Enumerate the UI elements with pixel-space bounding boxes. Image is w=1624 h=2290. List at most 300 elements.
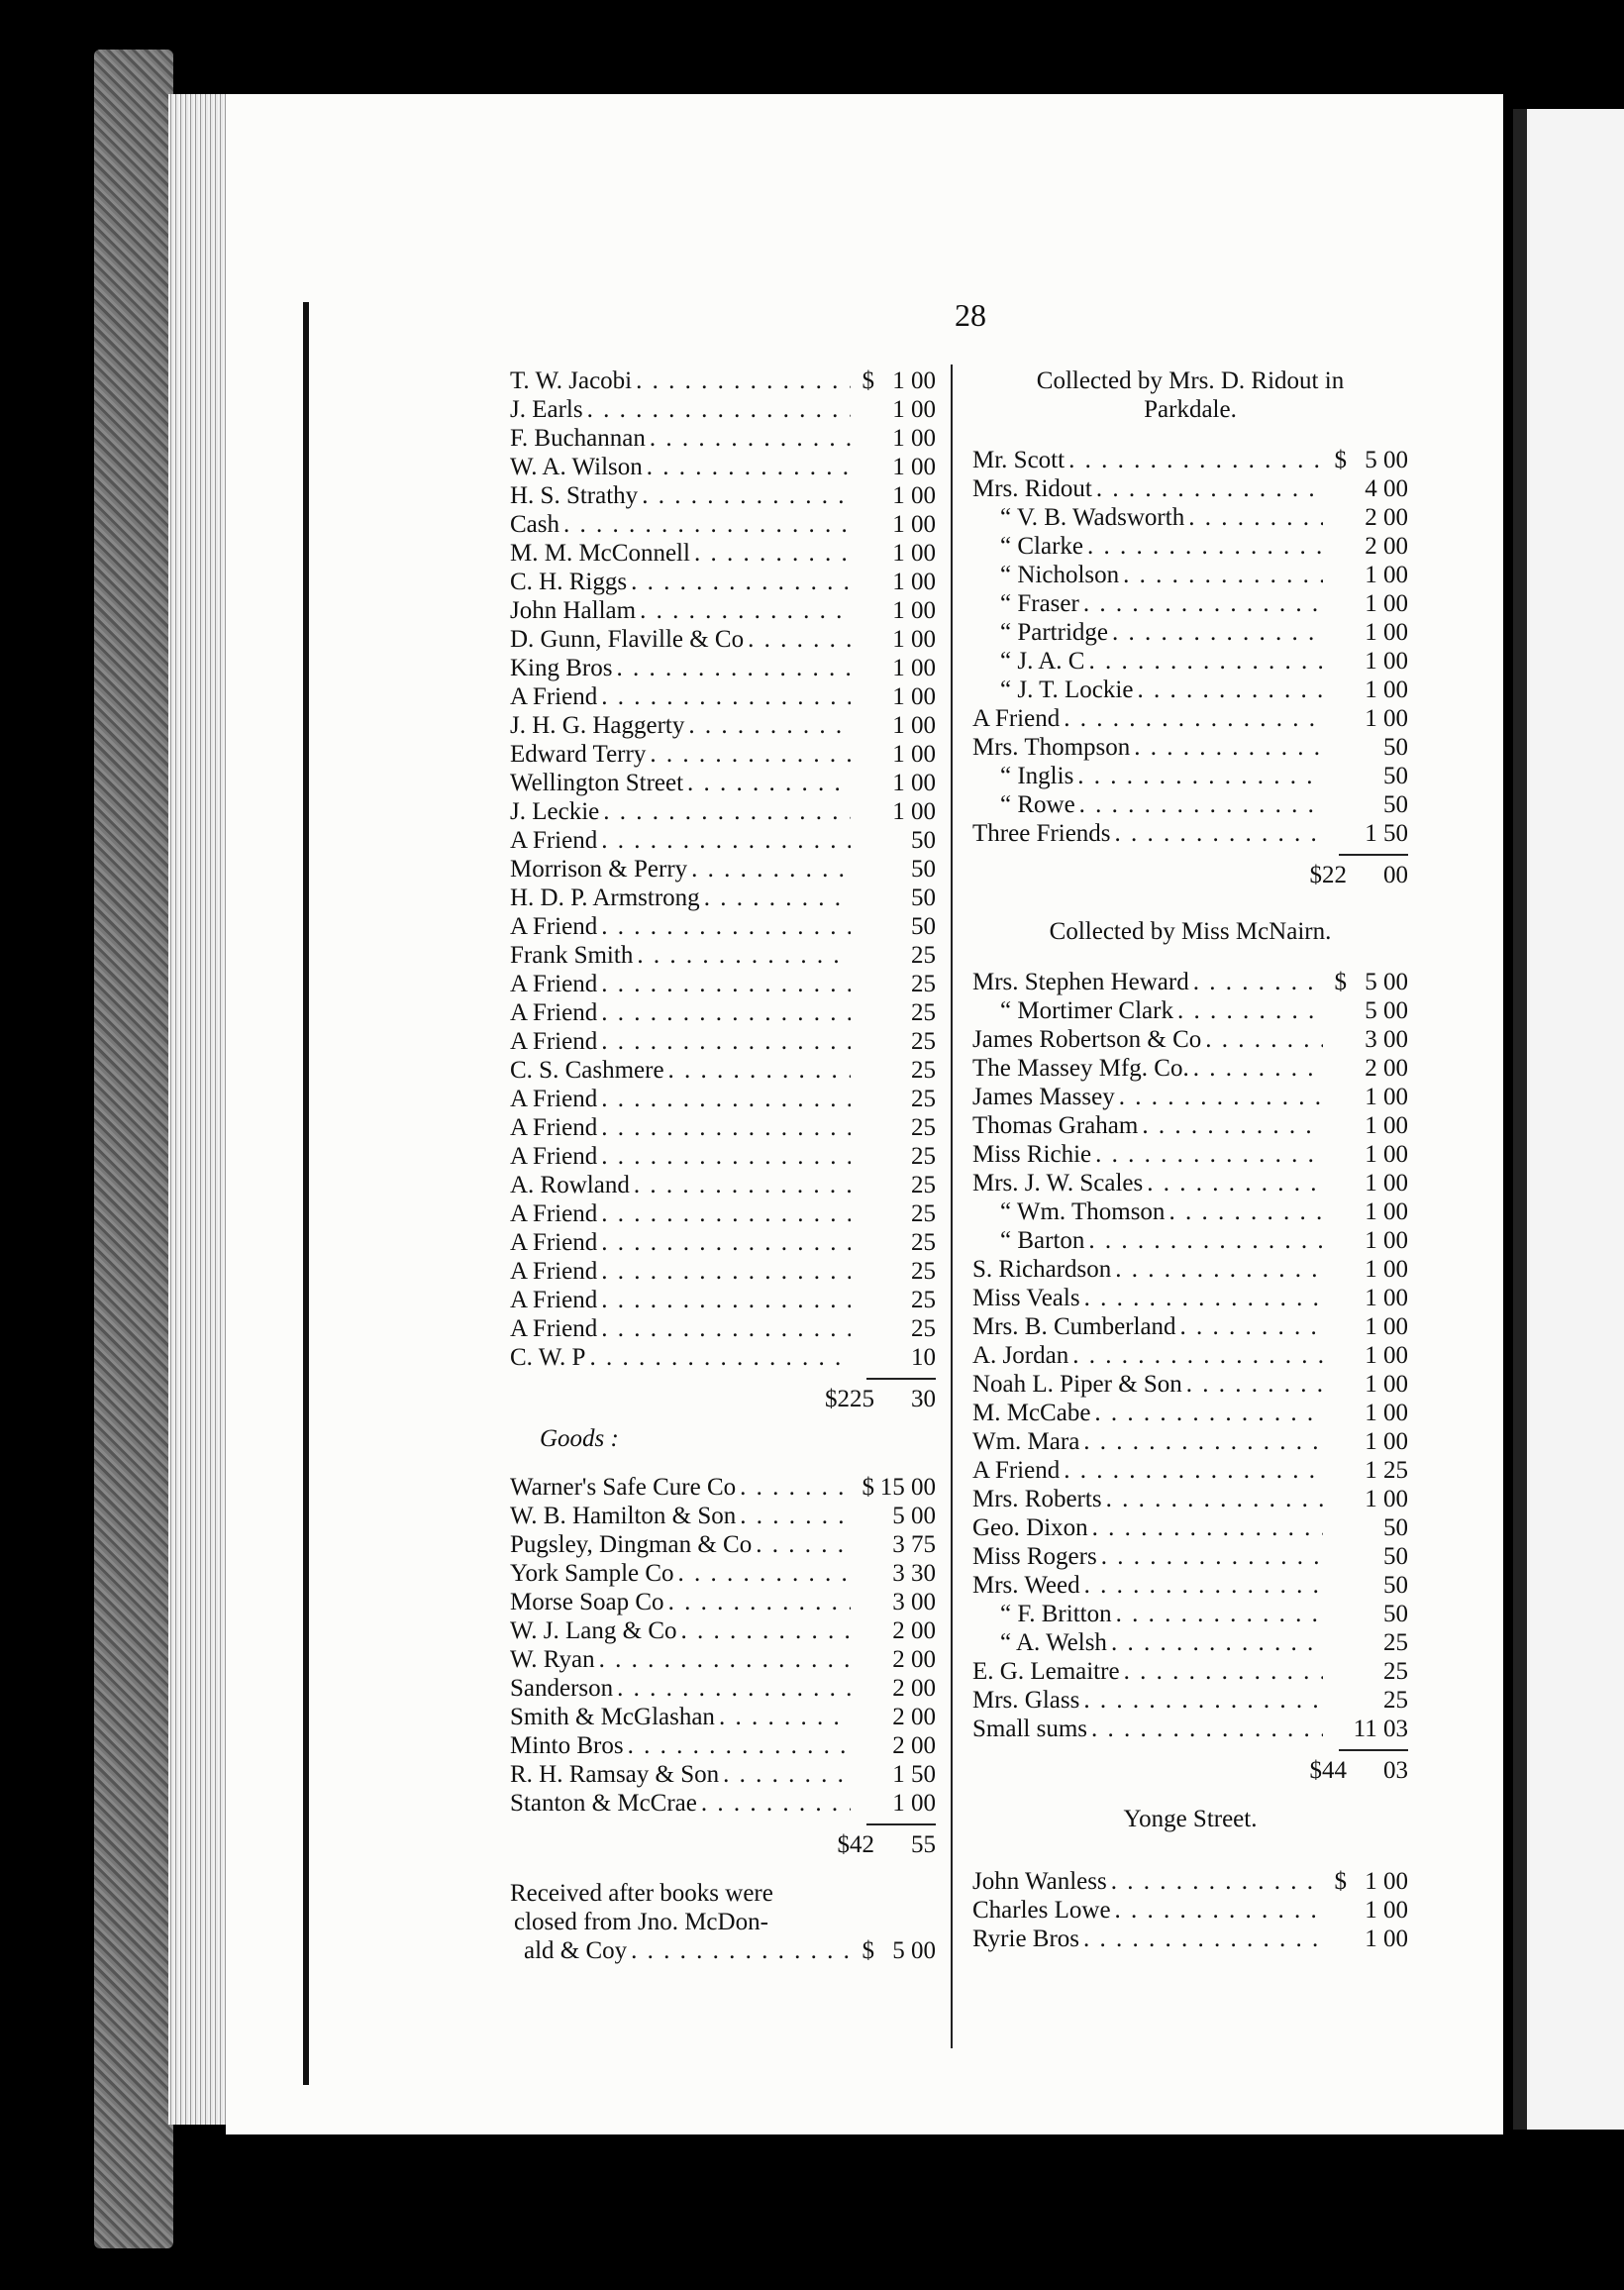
amount: 25	[1383, 1687, 1408, 1714]
leader-dots	[1147, 1169, 1323, 1197]
ledger-row	[510, 884, 936, 912]
donor-name: John Hallam	[510, 597, 637, 624]
amount: 10	[911, 1344, 936, 1371]
ledger-row	[510, 510, 936, 539]
amount: 1 00	[1365, 1897, 1408, 1924]
donor-name: “ F. Britton	[1000, 1601, 1112, 1627]
ledger-row	[510, 539, 936, 568]
ledger-row	[510, 568, 936, 596]
donor-name: M. M. McConnell	[510, 540, 690, 567]
ledger-row	[972, 1456, 1408, 1485]
amount: 1 25	[1365, 1457, 1408, 1484]
left-margin-rule	[303, 302, 309, 2085]
ledger-row	[972, 589, 1408, 618]
ledger-row	[972, 996, 1408, 1025]
donor-name: Miss Veals	[972, 1285, 1080, 1311]
leader-dots	[631, 1936, 851, 1965]
donor-name: “ J. T. Lockie	[1000, 677, 1134, 703]
total-cents: 55	[911, 1831, 936, 1858]
amount: 2 00	[892, 1675, 936, 1702]
amount: 1 00	[892, 741, 936, 768]
column-divider	[951, 364, 953, 2048]
goods-heading: Goods :	[540, 1425, 619, 1452]
ledger-row	[972, 1715, 1408, 1743]
donor-name: Mrs. Glass	[972, 1687, 1080, 1714]
donor-name: Miss Richie	[972, 1141, 1092, 1168]
leader-dots	[1116, 1600, 1323, 1628]
donor-name: Pugsley, Dingman & Co	[510, 1531, 753, 1558]
donor-name: A Friend	[510, 1287, 598, 1313]
ridout-list	[972, 446, 1408, 848]
ledger-row	[972, 1600, 1408, 1628]
ledger-row	[972, 1686, 1408, 1715]
ledger-row	[510, 1473, 936, 1502]
ledger-row	[510, 1502, 936, 1530]
ledger-row	[972, 1867, 1408, 1896]
donor-name: Minto Bros	[510, 1732, 624, 1759]
donor-name: A Friend	[510, 827, 598, 854]
ledger-row	[972, 790, 1408, 819]
donor-name: “ Fraser	[1000, 590, 1079, 617]
ledger-row	[972, 647, 1408, 676]
amount: 2 00	[892, 1704, 936, 1730]
amount: 50	[1383, 1572, 1408, 1599]
leader-dots	[1064, 1456, 1323, 1485]
leader-dots	[599, 1645, 851, 1674]
donor-name: Noah L. Piper & Son	[972, 1371, 1182, 1398]
leader-dots	[1188, 503, 1323, 532]
donor-name: “ Partridge	[1000, 619, 1108, 646]
ledger-row	[510, 1645, 936, 1674]
donor-name: Miss Rogers	[972, 1543, 1097, 1570]
leader-dots	[756, 1530, 851, 1559]
amount: 5 00	[1365, 997, 1408, 1024]
donor-name: A Friend	[510, 1229, 598, 1256]
donor-name: A Friend	[510, 1028, 598, 1055]
total-dollars: $44	[1309, 1757, 1347, 1784]
ledger-row	[510, 1530, 936, 1559]
ledger-row	[510, 1674, 936, 1703]
ledger-row	[972, 1657, 1408, 1686]
donor-name: A Friend	[510, 1143, 598, 1170]
ledger-row	[510, 1616, 936, 1645]
leader-dots	[601, 912, 851, 941]
donor-name: A. Rowland	[510, 1172, 630, 1198]
ledger-row	[510, 711, 936, 740]
leader-dots	[603, 797, 851, 826]
ledger-row	[510, 395, 936, 424]
donor-name: “ Wm. Thomson	[1000, 1198, 1166, 1225]
amount: 25	[911, 1057, 936, 1084]
amount: 50	[1383, 763, 1408, 789]
leader-dots	[601, 1228, 851, 1257]
ledger-row	[972, 968, 1408, 996]
amount: 50	[911, 856, 936, 883]
amount: 25	[911, 1143, 936, 1170]
leader-dots	[1079, 790, 1323, 819]
mcnairn-total	[972, 1751, 1408, 1791]
amount: 3 00	[892, 1589, 936, 1615]
ledger-row	[510, 1343, 936, 1372]
amount: 50	[1383, 734, 1408, 761]
leader-dots	[616, 654, 851, 682]
amount: 1 00	[1365, 1084, 1408, 1110]
donor-name: The Massey Mfg. Co.	[972, 1055, 1189, 1082]
amount: 11 03	[1353, 1716, 1408, 1742]
amount: 5 00	[1365, 969, 1408, 995]
leader-dots	[650, 424, 851, 453]
donor-name: Cash	[510, 511, 559, 538]
page-edges	[168, 94, 228, 2125]
amount: 1 00	[892, 712, 936, 739]
donor-name: Ryrie Bros	[972, 1926, 1080, 1952]
donor-name: Charles Lowe	[972, 1897, 1111, 1924]
leader-dots	[601, 826, 851, 855]
ledger-row	[972, 1427, 1408, 1456]
ledger-row	[972, 503, 1408, 532]
ledger-row	[972, 1370, 1408, 1399]
donor-name: W. B. Hamilton & Son	[510, 1503, 737, 1529]
amount: 1 00	[892, 367, 936, 394]
amount: 1 00	[1365, 648, 1408, 675]
leader-dots	[688, 711, 851, 740]
amount: 1 00	[892, 597, 936, 624]
amount: 50	[911, 913, 936, 940]
note-line: ald & Coy	[524, 1937, 628, 1964]
leader-dots	[704, 884, 851, 912]
amount: 1 00	[892, 683, 936, 710]
amount: 1 00	[892, 511, 936, 538]
currency-sign: $	[1334, 1868, 1347, 1895]
donor-name: “ Mortimer Clark	[1000, 997, 1173, 1024]
amount: 1 00	[1365, 1256, 1408, 1283]
donor-name: Wellington Street	[510, 770, 684, 796]
leader-dots	[628, 1731, 851, 1760]
amount: 1 00	[1365, 1313, 1408, 1340]
leader-dots	[601, 998, 851, 1027]
donor-name: Mrs. Weed	[972, 1572, 1080, 1599]
book-spine-edge	[94, 50, 173, 2248]
leader-dots	[1186, 1370, 1323, 1399]
ridout-total	[972, 856, 1408, 895]
ledger-row	[972, 676, 1408, 704]
amount: 25	[911, 971, 936, 997]
ledger-row	[510, 1588, 936, 1616]
leader-dots	[1123, 561, 1323, 589]
leader-dots	[1091, 1715, 1323, 1743]
late-receipt-note	[510, 1879, 936, 1965]
leader-dots	[1106, 1485, 1323, 1513]
leader-dots	[634, 1171, 851, 1199]
donor-name: A Friend	[510, 1114, 598, 1141]
leader-dots	[740, 1502, 851, 1530]
amount: 1 00	[892, 569, 936, 595]
leader-dots	[601, 1199, 851, 1228]
amount: 2 00	[1365, 504, 1408, 531]
leader-dots	[1083, 589, 1323, 618]
leader-dots	[647, 453, 851, 481]
amount: 2 00	[892, 1732, 936, 1759]
amount: 50	[911, 827, 936, 854]
leader-dots	[694, 539, 851, 568]
donor-name: Edward Terry	[510, 741, 647, 768]
ledger-row	[510, 855, 936, 884]
ledger-row	[972, 1896, 1408, 1925]
leader-dots	[687, 769, 851, 797]
leader-dots	[1112, 618, 1323, 647]
currency-sign: $	[862, 1937, 874, 1964]
donor-name: A. Jordan	[972, 1342, 1069, 1369]
leader-dots	[589, 1343, 851, 1372]
donor-name: F. Buchannan	[510, 425, 646, 452]
leader-dots	[617, 1674, 851, 1703]
amount: 2 00	[1365, 1055, 1408, 1082]
leader-dots	[642, 481, 851, 510]
goods-list	[510, 1473, 936, 1818]
amount: 25	[911, 942, 936, 969]
total-dollars: $225	[825, 1386, 874, 1412]
ledger-row	[510, 1257, 936, 1286]
amount: 3 75	[892, 1531, 936, 1558]
amount: 25	[911, 1114, 936, 1141]
ledger-row	[510, 1228, 936, 1257]
section-heading: Parkdale.	[1144, 396, 1237, 423]
amount: 1 00	[892, 770, 936, 796]
amount: 25	[911, 1200, 936, 1227]
leader-dots	[1124, 1657, 1323, 1686]
amount: 1 00	[892, 425, 936, 452]
ledger-row	[510, 1731, 936, 1760]
donor-name: C. W. P	[510, 1344, 586, 1371]
amount: 5 00	[892, 1937, 936, 1964]
donor-name: T. W. Jacobi	[510, 367, 633, 394]
leader-dots	[1137, 676, 1323, 704]
total-cents: 30	[911, 1386, 936, 1412]
amount: 1 00	[892, 454, 936, 480]
leader-dots	[1180, 1312, 1323, 1341]
leader-dots	[740, 1473, 851, 1502]
amount: 50	[1383, 1514, 1408, 1541]
leader-dots	[1111, 1628, 1323, 1657]
leader-dots	[1101, 1542, 1323, 1571]
amount: 1 00	[892, 626, 936, 653]
donor-name: Morrison & Perry	[510, 856, 688, 883]
amount: 50	[1383, 791, 1408, 818]
ledger-row	[972, 762, 1408, 790]
leader-dots	[587, 395, 851, 424]
amount: 25	[911, 1229, 936, 1256]
leader-dots	[1119, 1083, 1323, 1111]
donor-name: J. Leckie	[510, 798, 600, 825]
leader-dots	[1083, 1925, 1323, 1953]
leader-dots	[601, 1286, 851, 1314]
leader-dots	[668, 1588, 851, 1616]
ledger-row	[972, 1485, 1408, 1513]
leader-dots	[1115, 819, 1323, 848]
donor-name: A Friend	[972, 1457, 1061, 1484]
donor-name: A Friend	[510, 999, 598, 1026]
donor-name: “ V. B. Wadsworth	[1000, 504, 1185, 531]
ledger-row	[972, 561, 1408, 589]
amount: 25	[911, 1258, 936, 1285]
ledger-row	[972, 1255, 1408, 1284]
amount: 1 50	[1365, 820, 1408, 847]
total-dollars: $42	[837, 1831, 874, 1858]
leader-dots	[1115, 1255, 1323, 1284]
leader-dots	[601, 1142, 851, 1171]
donor-name: H. D. P. Armstrong	[510, 885, 700, 911]
donor-name: “ Inglis	[1000, 763, 1074, 789]
donor-name: Stanton & McCrae	[510, 1790, 697, 1817]
leader-dots	[563, 510, 851, 539]
leader-dots	[668, 1056, 851, 1085]
ledger-row	[972, 1571, 1408, 1600]
mcnairn-list	[972, 968, 1408, 1743]
ledger-row	[510, 1789, 936, 1818]
ledger-row	[510, 453, 936, 481]
ledger-row	[510, 740, 936, 769]
donor-name: James Robertson & Co	[972, 1026, 1202, 1053]
leader-dots	[1084, 1284, 1323, 1312]
amount: 1 00	[1365, 677, 1408, 703]
leader-dots	[601, 682, 851, 711]
amount: 1 00	[892, 540, 936, 567]
amount: 25	[911, 1287, 936, 1313]
ledger-row	[972, 1140, 1408, 1169]
page-number: 28	[955, 297, 986, 333]
ledger-row	[510, 1142, 936, 1171]
leader-dots	[1084, 1571, 1323, 1600]
ledger-row	[510, 1760, 936, 1789]
amount: 5 00	[892, 1503, 936, 1529]
ledger-row	[972, 1111, 1408, 1140]
ledger-row	[972, 1083, 1408, 1111]
leader-dots	[601, 970, 851, 998]
ledger-row	[510, 1314, 936, 1343]
amount: 25	[911, 999, 936, 1026]
amount: 2 00	[1365, 533, 1408, 560]
donor-name: A Friend	[510, 683, 598, 710]
donor-name: Mrs. B. Cumberland	[972, 1313, 1176, 1340]
ledger-row	[510, 1703, 936, 1731]
amount: 1 00	[1365, 1170, 1408, 1197]
leader-dots	[1068, 446, 1323, 474]
donor-name: John Wanless	[972, 1868, 1107, 1895]
amount: 1 00	[1365, 1198, 1408, 1225]
donor-name: Mrs. Thompson	[972, 734, 1131, 761]
currency-sign: $	[1334, 447, 1347, 473]
ledger-row	[972, 1054, 1408, 1083]
leader-dots	[1134, 733, 1323, 762]
ledger-row	[972, 1399, 1408, 1427]
leader-dots	[601, 1085, 851, 1113]
donor-name: Mrs. J. W. Scales	[972, 1170, 1144, 1197]
amount: 1 00	[1365, 705, 1408, 732]
ledger-row	[510, 1286, 936, 1314]
ledger-row	[972, 704, 1408, 733]
donor-name: King Bros	[510, 655, 613, 681]
leader-dots	[1177, 996, 1323, 1025]
goods-total	[510, 1825, 936, 1865]
amount: 1 00	[1365, 1371, 1408, 1398]
leader-dots	[719, 1703, 851, 1731]
donor-name: A Friend	[510, 1315, 598, 1342]
ledger-row	[510, 970, 936, 998]
ledger-row	[510, 1559, 936, 1588]
leader-dots	[1092, 1513, 1323, 1542]
donor-name: Mrs. Roberts	[972, 1486, 1102, 1512]
amount: 25	[911, 1086, 936, 1112]
donor-name: W. Ryan	[510, 1646, 595, 1673]
amount: 25	[911, 1028, 936, 1055]
donor-name: Frank Smith	[510, 942, 634, 969]
ledger-row	[972, 474, 1408, 503]
ledger-row	[972, 1169, 1408, 1197]
donor-name: A Friend	[510, 1258, 598, 1285]
donor-name: “ A. Welsh	[1000, 1629, 1107, 1656]
section-heading: Collected by Miss McNairn.	[1049, 918, 1332, 945]
leader-dots	[1111, 1867, 1323, 1896]
leader-dots	[748, 625, 851, 654]
amount: 1 00	[1365, 1112, 1408, 1139]
leader-dots	[1077, 762, 1323, 790]
total-cents: 00	[1383, 862, 1408, 888]
ledger-row	[972, 1284, 1408, 1312]
leader-dots	[1088, 1226, 1323, 1255]
donor-name: Geo. Dixon	[972, 1514, 1088, 1541]
donor-name: “ J. A. C	[1000, 648, 1085, 675]
ledger-row	[510, 769, 936, 797]
ledger-row	[510, 941, 936, 970]
ledger-row	[510, 654, 936, 682]
leader-dots	[1095, 1140, 1323, 1169]
amount: 25	[1383, 1658, 1408, 1685]
donor-name: “ Rowe	[1000, 791, 1075, 818]
ledger-row	[510, 912, 936, 941]
amount: 25	[911, 1315, 936, 1342]
amount: 1 00	[892, 1790, 936, 1817]
ledger-row	[972, 1542, 1408, 1571]
ledger-row	[510, 1113, 936, 1142]
adjacent-page	[1527, 109, 1624, 2130]
leader-dots	[1094, 1399, 1323, 1427]
amount: 1 00	[1365, 1868, 1408, 1895]
amount: 1 00	[892, 655, 936, 681]
donor-name: Smith & McGlashan	[510, 1704, 715, 1730]
leader-dots	[1088, 647, 1323, 676]
leader-dots	[601, 1314, 851, 1343]
donor-name: D. Gunn, Flaville & Co	[510, 626, 745, 653]
ledger-row	[972, 1312, 1408, 1341]
donor-name: Sanderson	[510, 1675, 614, 1702]
amount: 25	[1383, 1629, 1408, 1656]
donor-name: Warner's Safe Cure Co	[510, 1474, 737, 1501]
leader-dots	[701, 1789, 851, 1818]
donor-name: S. Richardson	[972, 1256, 1112, 1283]
donor-name: R. H. Ramsay & Son	[510, 1761, 720, 1788]
ledger-row	[510, 826, 936, 855]
leader-dots	[723, 1760, 851, 1789]
total-dollars: $22	[1309, 862, 1347, 888]
leader-dots	[1064, 704, 1323, 733]
donor-name: A Friend	[510, 971, 598, 997]
leader-dots	[1142, 1111, 1323, 1140]
amount: 1 00	[892, 482, 936, 509]
amount: 50	[911, 885, 936, 911]
donor-name: W. A. Wilson	[510, 454, 643, 480]
amount: 1 00	[1365, 562, 1408, 588]
amount: 3 30	[892, 1560, 936, 1587]
